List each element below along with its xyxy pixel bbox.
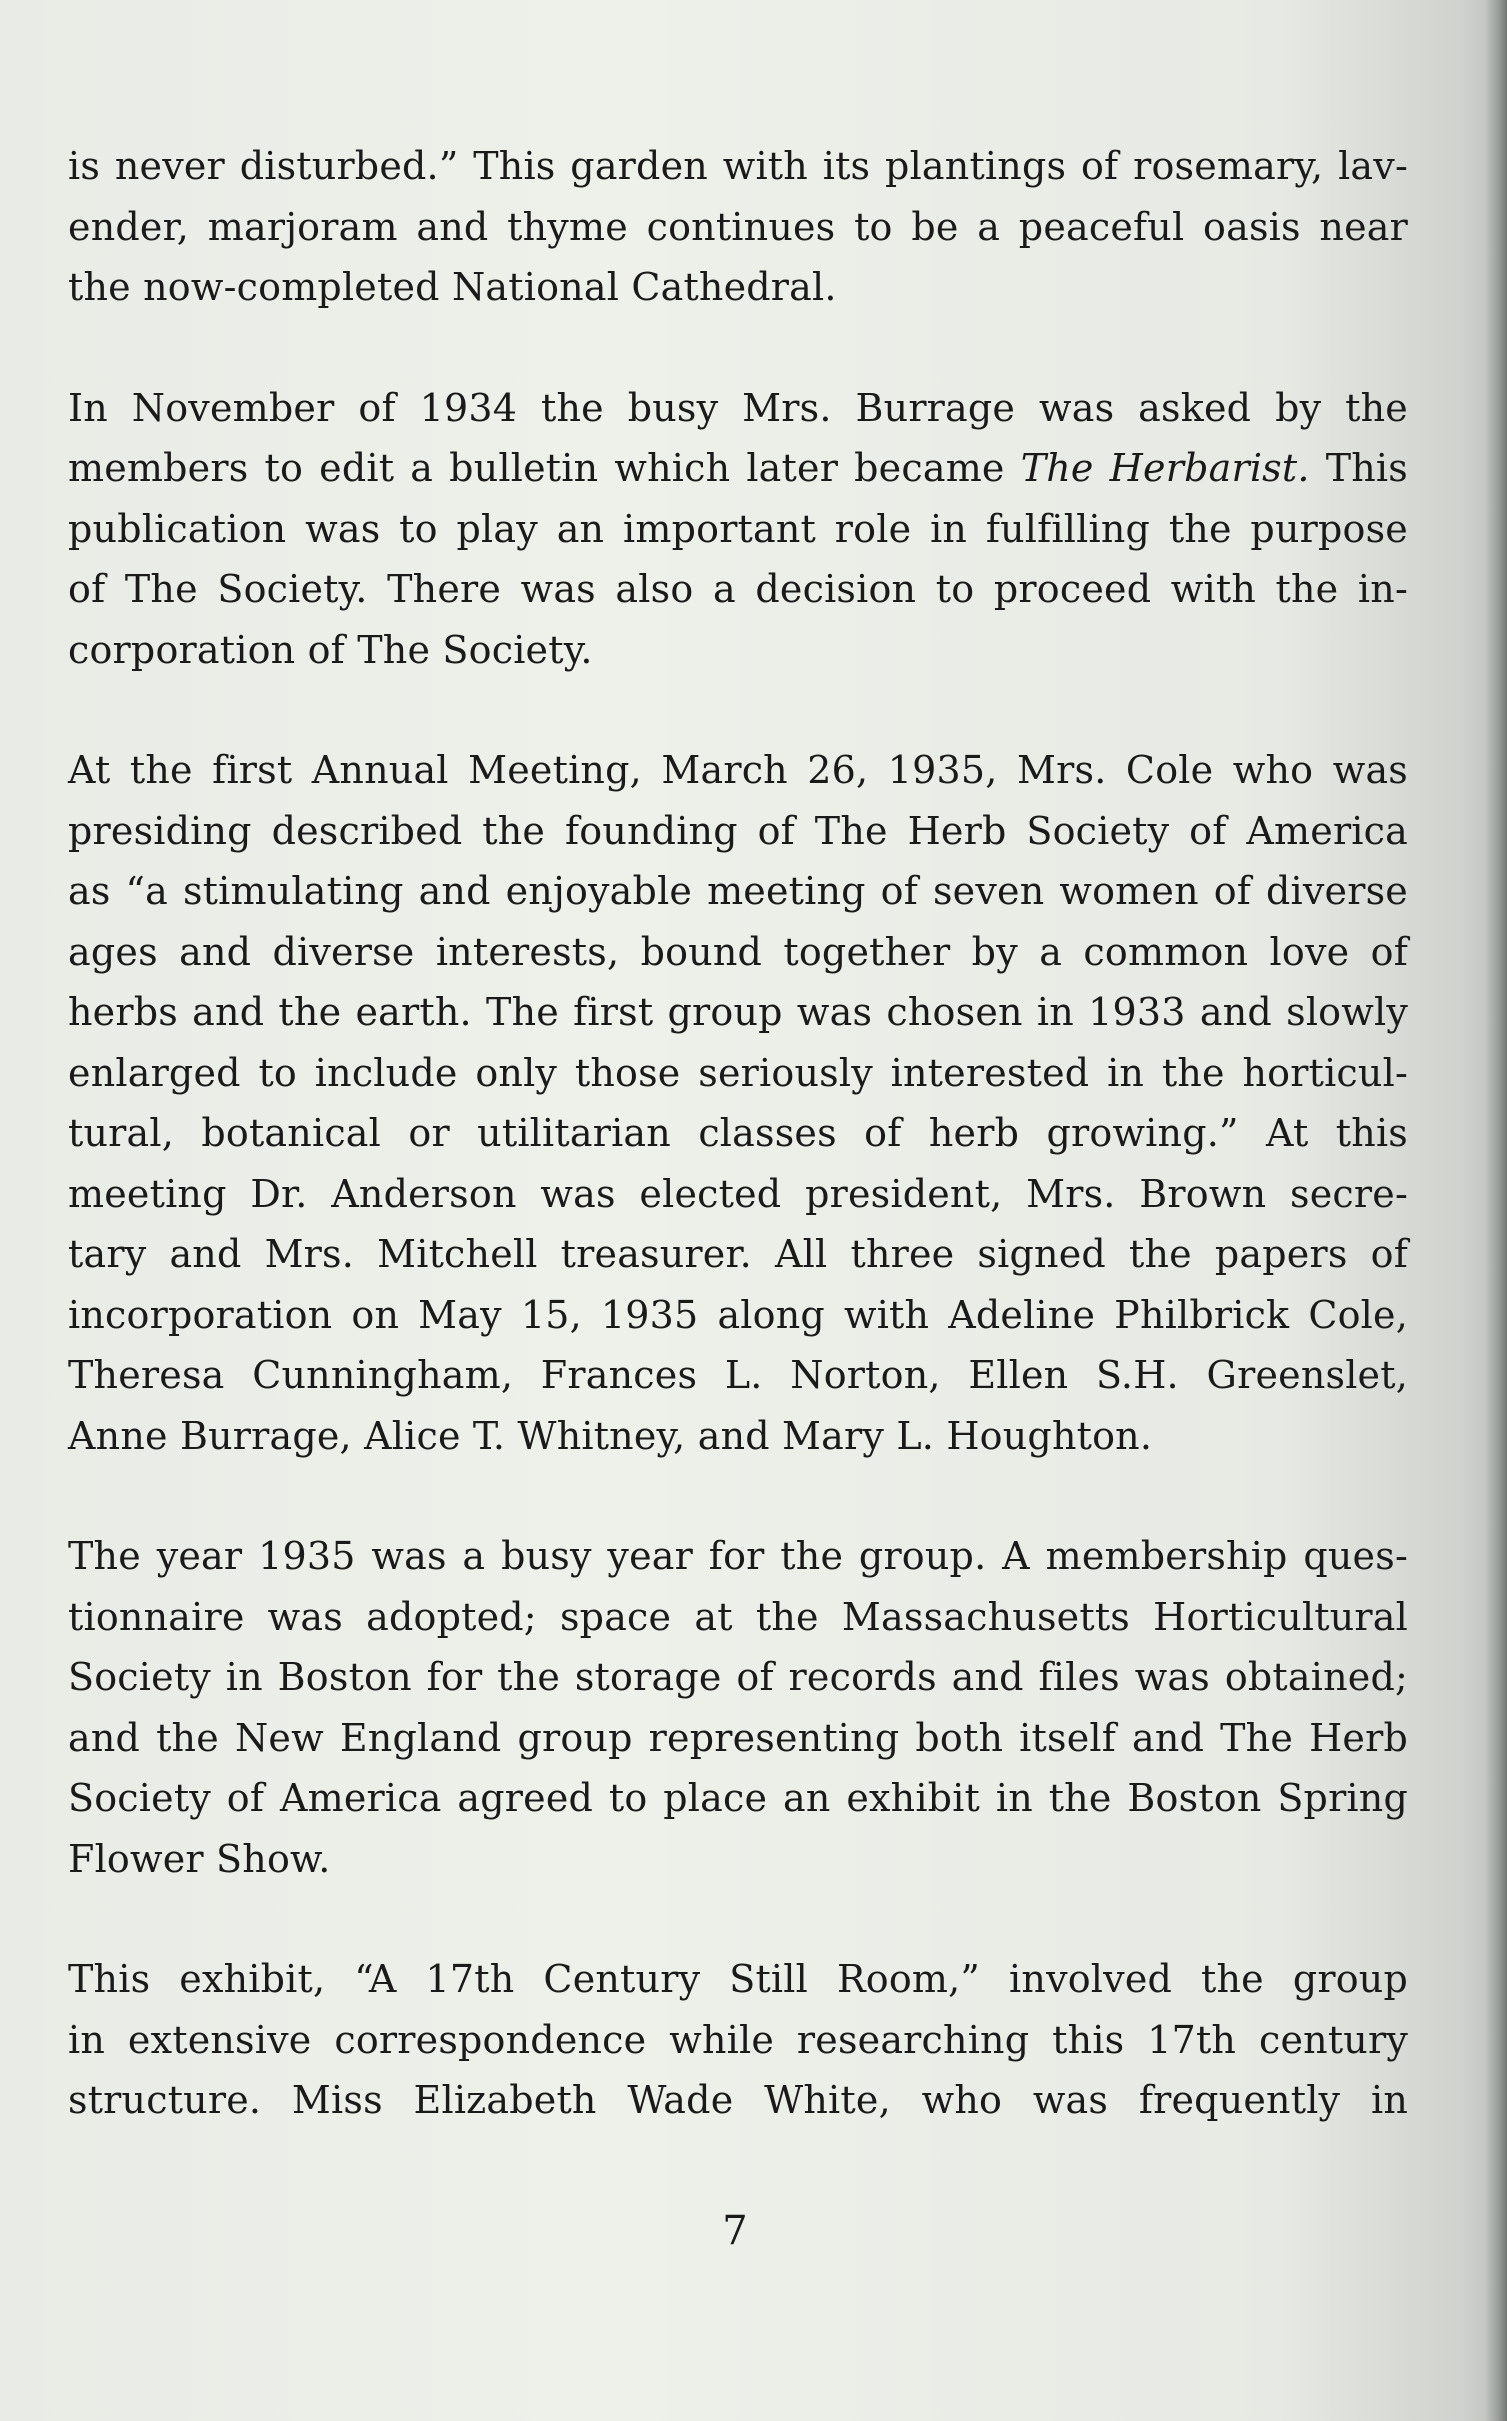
text-line: corporation of The Society. xyxy=(68,627,593,672)
text-line: ages and diverse interests, bound together by a common love of xyxy=(68,929,1408,974)
text-line: herbs and the earth. The first group was chosen in 1933 and slowly xyxy=(68,990,1408,1034)
text-line: tary and Mrs. Mitchell treasurer. All three signed the papers of xyxy=(68,1232,1408,1276)
text-line: The year 1935 was a busy year for the group. A membership ques- xyxy=(68,1534,1408,1578)
paragraph-3 xyxy=(68,740,1408,1466)
text-line: Anne Burrage, Alice T. Whitney, and Mary L. Houghton. xyxy=(68,1413,1153,1458)
text-line: In November of 1934 the busy Mrs. Burrage was asked by the xyxy=(68,385,1408,430)
text-line: in extensive correspondence while researching this 17th century xyxy=(68,2017,1408,2062)
text-line: of The Society. There was also a decision to proceed with the in- xyxy=(68,567,1408,611)
text-line: meeting Dr. Anderson was elected president, Mrs. Brown secre- xyxy=(68,1171,1408,1216)
text-line: is never disturbed.” This garden with its plantings of rosemary, lav- xyxy=(68,144,1408,188)
paragraph-2 xyxy=(68,378,1408,681)
paragraph-5 xyxy=(68,1949,1408,2131)
text-line: ender, marjoram and thyme continues to be a peaceful oasis near xyxy=(68,204,1408,249)
text-line: members to edit a bulletin which later became The Herbarist. This xyxy=(68,446,1408,490)
text-line: publication was to play an important role in fulfilling the purpose xyxy=(68,506,1408,551)
page-edge-shadow xyxy=(1485,0,1507,2421)
text-line: Theresa Cunningham, Frances L. Norton, Ellen S.H. Greenslet, xyxy=(68,1353,1408,1397)
text-line: tural, botanical or utilitarian classes of herb growing.” At this xyxy=(68,1111,1408,1155)
body-text xyxy=(68,136,1408,2191)
text-line: as “a stimulating and enjoyable meeting of seven women of diverse xyxy=(68,869,1408,913)
text-line: the now-completed National Cathedral. xyxy=(68,265,837,309)
paragraph-4 xyxy=(68,1526,1408,1889)
text-line: tionnaire was adopted; space at the Massachusetts Horticultural xyxy=(68,1594,1408,1639)
publication-title: The Herbarist. xyxy=(1020,446,1310,490)
text-line: At the first Annual Meeting, March 26, 1935, Mrs. Cole who was xyxy=(68,748,1408,792)
text-line: presiding described the founding of The Herb Society of America xyxy=(68,808,1408,853)
text-line: Society in Boston for the storage of records and files was obtained; xyxy=(68,1655,1408,1699)
text-line: and the New England group representing both itself and The Herb xyxy=(68,1715,1408,1760)
text-line: Society of America agreed to place an exhibit in the Boston Spring xyxy=(68,1776,1408,1820)
text-line: structure. Miss Elizabeth Wade White, who was frequently in xyxy=(68,2078,1408,2122)
page-number: 7 xyxy=(722,2208,748,2254)
paragraph-1 xyxy=(68,136,1408,318)
text-line: Flower Show. xyxy=(68,1836,331,1881)
text-line: incorporation on May 15, 1935 along with Adeline Philbrick Cole, xyxy=(68,1292,1408,1337)
text-line: enlarged to include only those seriously interested in the horticul- xyxy=(68,1050,1408,1095)
text-line: This exhibit, “A 17th Century Still Room,” involved the group xyxy=(68,1957,1408,2001)
